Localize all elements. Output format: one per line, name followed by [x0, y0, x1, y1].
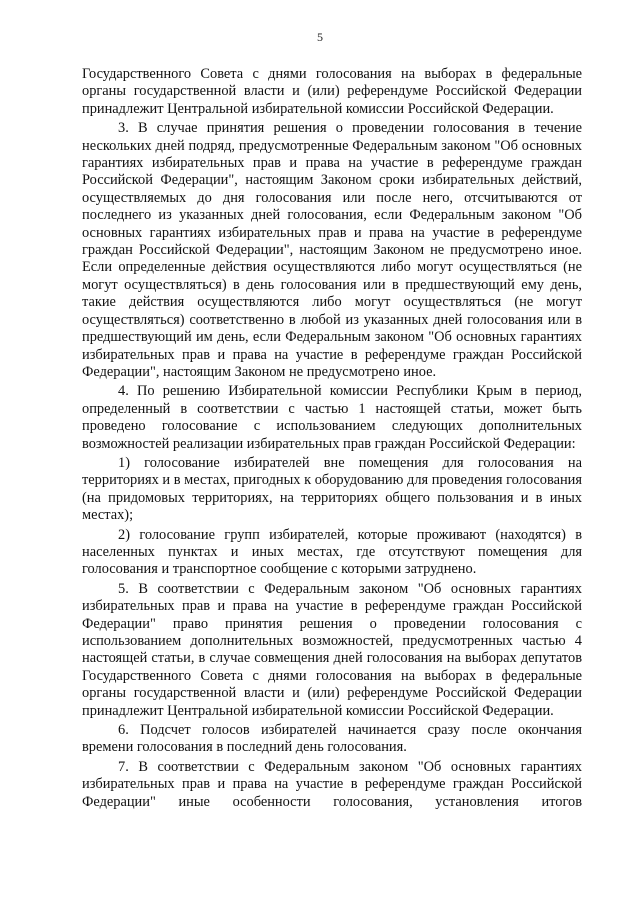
paragraph-item-5: 5. В соответствии с Федеральным законом "Об основных гарантиях избирательных прав и права на участие в референдуме граждан Российской Федерации" право принятия решения о проведении голосования с использованием дополнительных возможностей, предусмотренных частью 4 настоящей статьи, в случае совмещения дней голосования на выборах депутатов Государственного Совета с днями голосования на выборах в федеральные органы государственной власти и (или) референдуме Российской Федерации принадлежит Центральной избирательной комиссии Российской Федерации.	[82, 580, 582, 719]
list-item-4-2: 2) голосование групп избирателей, которые проживают (находятся) в населенных пунктах и иных местах, где отсутствуют помещения для голосования и транспортное сообщение с которыми затруднено.	[82, 526, 582, 578]
list-item-4-1: 1) голосование избирателей вне помещения для голосования на территориях и в местах, пригодных к оборудованию для проведения голосования (на придомовых территориях, на территориях общего пользования и в иных местах);	[82, 454, 582, 524]
paragraph-item-4: 4. По решению Избирательной комиссии Республики Крым в период, определенный в соответствии с частью 1 настоящей статьи, может быть проведено голосование с использованием следующих дополнительных возможностей реализации избирательных прав граждан Российской Федерации:	[82, 383, 582, 452]
paragraph-item-6: 6. Подсчет голосов избирателей начинается сразу после окончания времени голосования в последний день голосования.	[82, 722, 582, 756]
paragraph-continuation: Государственного Совета с днями голосования на выборах в федеральные органы государственной власти и (или) референдуме Российской Федерации принадлежит Центральной избирательной комиссии Российской Федерации.	[82, 66, 582, 117]
paragraph-item-7: 7. В соответствии с Федеральным законом "Об основных гарантиях избирательных прав и права на участие в референдуме граждан Российской Федерации" иные особенности голосования, установления итогов	[82, 758, 582, 810]
page-number: 5	[317, 30, 323, 44]
paragraph-item-3: 3. В случае принятия решения о проведении голосования в течение нескольких дней подряд, предусмотренные Федеральным законом "Об основных гарантиях избирательных прав и права на участие в референдуме граждан Российской Федерации", настоящим Законом сроки избирательных действий, осуществляемых до дня голосования или после него, отсчитываются от последнего из указанных дней голосования, если Федеральным законом "Об основных гарантиях избирательных прав и права на участие в референдуме граждан Российской Федерации", настоящим Законом не предусмотрено иное. Если определенные действия осуществляются либо могут осуществляться (не могут осуществляться) в день голосования или в предшествующий ему день, такие действия осуществляются либо могут осуществляться (не могут осуществляться) соответственно в любой из указанных дней голосования или в предшествующий им день, если Федеральным законом "Об основных гарантиях избирательных прав и права на участие в референдуме граждан Российской Федерации", настоящим Законом не предусмотрено иное.	[82, 120, 582, 380]
document-body	[82, 66, 582, 811]
